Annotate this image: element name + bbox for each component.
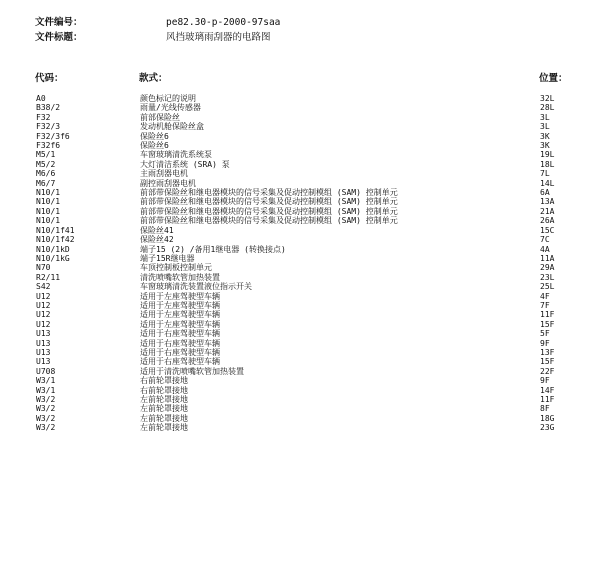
doc-title-label: 文件标题： <box>35 32 83 43</box>
component-description: 保险丝41 <box>140 225 174 235</box>
component-code: N10/1f42 <box>36 235 75 245</box>
table-row <box>0 263 601 272</box>
table-row <box>0 301 601 310</box>
table-row <box>0 226 601 235</box>
table-row <box>0 395 601 404</box>
table-row <box>0 273 601 282</box>
component-code: U13 <box>36 347 51 357</box>
table-row <box>0 348 601 357</box>
component-code: U12 <box>36 300 51 310</box>
component-description: 颜色标记的说明 <box>140 94 196 103</box>
component-description: 右前轮罩接地 <box>140 385 188 395</box>
table-row <box>0 339 601 348</box>
component-description: 发动机舱保险丝盒 <box>140 122 204 132</box>
component-position: 14F <box>540 385 555 395</box>
component-description: 清洗喷嘴软管加热装置 <box>140 272 220 282</box>
table-row <box>0 245 601 254</box>
table-row <box>0 329 601 338</box>
table-row <box>0 367 601 376</box>
table-row <box>0 113 601 122</box>
component-description: 前部带保险丝和继电器模块的信号采集及促动控制模组 (SAM) 控制单元 <box>140 188 398 198</box>
component-position: 13F <box>540 347 555 357</box>
component-description: 适用于右座驾驶型车辆 <box>140 347 220 357</box>
column-header-style: 款式： <box>139 73 168 84</box>
component-position: 14L <box>540 178 555 188</box>
component-position: 23G <box>540 423 555 433</box>
table-row <box>0 310 601 319</box>
component-code: U13 <box>36 338 51 348</box>
component-code: N10/1 <box>36 188 61 198</box>
component-position: 11F <box>540 310 555 320</box>
table-row <box>0 122 601 131</box>
component-position: 18L <box>540 159 555 169</box>
component-position: 23L <box>540 272 555 282</box>
component-position: 11F <box>540 395 555 404</box>
column-header-position: 位置： <box>539 73 568 84</box>
table-row <box>0 235 601 244</box>
component-position: 18G <box>540 413 555 423</box>
component-code: M6/7 <box>36 178 56 188</box>
component-description: 端子15 (2) /备用1继电器 (转换接点) <box>140 244 286 254</box>
component-position: 22F <box>540 366 555 376</box>
component-position: 4F <box>540 291 550 301</box>
component-code: F32f6 <box>36 141 61 151</box>
component-description: 适用于左座驾驶型车辆 <box>140 310 220 320</box>
component-description: 前部带保险丝和继电器模块的信号采集及促动控制模组 (SAM) 控制单元 <box>140 197 398 207</box>
component-position: 3L <box>540 122 550 132</box>
component-description: 车顶控制板控制单元 <box>140 263 212 273</box>
component-code: W3/2 <box>36 413 56 423</box>
component-description: 适用于清洗喷嘴软管加热装置 <box>140 366 244 376</box>
component-code: B38/2 <box>36 103 61 113</box>
column-header-code: 代码： <box>35 73 64 84</box>
component-description: 适用于左座驾驶型车辆 <box>140 291 220 301</box>
table-row <box>0 282 601 291</box>
component-code: W3/2 <box>36 395 56 404</box>
component-description: 车窗玻璃清洗装置液位指示开关 <box>140 282 252 292</box>
table-row <box>0 150 601 159</box>
table-row <box>0 179 601 188</box>
component-code: N10/1 <box>36 216 61 226</box>
component-description: 适用于右座驾驶型车辆 <box>140 338 220 348</box>
component-code: U13 <box>36 329 51 339</box>
component-code: F32 <box>36 112 51 122</box>
component-position: 8F <box>540 404 550 414</box>
component-position: 7C <box>540 235 550 245</box>
component-position: 26A <box>540 216 555 226</box>
component-position: 9F <box>540 338 550 348</box>
component-description: 前部保险丝 <box>140 112 180 122</box>
table-row <box>0 357 601 366</box>
component-position: 29A <box>540 263 555 273</box>
table-row <box>0 254 601 263</box>
component-description: 保险丝42 <box>140 235 174 245</box>
table-row <box>0 207 601 216</box>
component-code: W3/1 <box>36 385 56 395</box>
component-description: 车窗玻璃清洗系统泵 <box>140 150 212 160</box>
component-description: 适用于左座驾驶型车辆 <box>140 319 220 329</box>
component-code: U708 <box>36 366 56 376</box>
component-position: 7F <box>540 300 550 310</box>
component-code: F32/3 <box>36 122 61 132</box>
component-position: 9F <box>540 376 550 386</box>
component-description: 左前轮罩接地 <box>140 413 188 423</box>
table-row <box>0 141 601 150</box>
component-code: W3/1 <box>36 376 56 386</box>
component-position: 5F <box>540 329 550 339</box>
table-row <box>0 423 601 432</box>
component-code: W3/2 <box>36 404 56 414</box>
component-position: 19L <box>540 150 555 160</box>
table-row <box>0 169 601 178</box>
component-position: 6A <box>540 188 550 198</box>
table-row <box>0 386 601 395</box>
table-row <box>0 103 601 112</box>
component-description: 适用于左座驾驶型车辆 <box>140 300 220 310</box>
doc-title-value: 风挡玻璃雨刮器的电路图 <box>166 32 271 43</box>
component-position: 4A <box>540 244 550 254</box>
component-code: N10/1kG <box>36 253 70 263</box>
component-position: 7L <box>540 169 550 179</box>
table-row <box>0 132 601 141</box>
component-code: N10/1 <box>36 197 61 207</box>
component-list <box>0 94 601 433</box>
component-description: 适用于右座驾驶型车辆 <box>140 357 220 367</box>
table-row <box>0 94 601 103</box>
component-description: 大灯清洁系统 (SRA) 泵 <box>140 159 230 169</box>
table-row <box>0 197 601 206</box>
table-row <box>0 376 601 385</box>
component-description: 雨量/光线传感器 <box>140 103 201 113</box>
table-row <box>0 320 601 329</box>
component-position: 15F <box>540 357 555 367</box>
component-code: N10/1f41 <box>36 225 75 235</box>
component-description: 端子15R继电器 <box>140 253 195 263</box>
table-row <box>0 160 601 169</box>
component-position: 15C <box>540 225 555 235</box>
component-code: M5/1 <box>36 150 56 160</box>
component-position: 21A <box>540 206 555 216</box>
component-position: 32L <box>540 94 555 103</box>
component-code: U12 <box>36 310 51 320</box>
component-position: 13A <box>540 197 555 207</box>
component-code: A0 <box>36 94 46 103</box>
component-description: 左前轮罩接地 <box>140 395 188 404</box>
component-description: 保险丝6 <box>140 131 169 141</box>
component-code: W3/2 <box>36 423 56 433</box>
component-description: 副控雨刮器电机 <box>140 178 196 188</box>
component-position: 11A <box>540 253 555 263</box>
component-description: 前部带保险丝和继电器模块的信号采集及促动控制模组 (SAM) 控制单元 <box>140 206 398 216</box>
component-code: N10/1kD <box>36 244 70 254</box>
component-position: 15F <box>540 319 555 329</box>
component-code: M5/2 <box>36 159 56 169</box>
component-position: 3K <box>540 141 550 151</box>
table-row <box>0 216 601 225</box>
component-code: N70 <box>36 263 51 273</box>
component-description: 左前轮罩接地 <box>140 423 188 433</box>
component-position: 25L <box>540 282 555 292</box>
component-code: N10/1 <box>36 206 61 216</box>
component-code: U13 <box>36 357 51 367</box>
doc-number-label: 文件编号： <box>35 17 83 28</box>
component-description: 右前轮罩接地 <box>140 376 188 386</box>
component-description: 左前轮罩接地 <box>140 404 188 414</box>
table-row <box>0 414 601 423</box>
doc-number-value: pe82.30-p-2000-97saa <box>166 17 281 28</box>
component-code: U12 <box>36 319 51 329</box>
component-position: 3L <box>540 112 550 122</box>
component-position: 3K <box>540 131 550 141</box>
component-code: S42 <box>36 282 51 292</box>
component-position: 28L <box>540 103 555 113</box>
component-code: U12 <box>36 291 51 301</box>
component-code: F32/3f6 <box>36 131 70 141</box>
component-code: M6/6 <box>36 169 56 179</box>
component-description: 前部带保险丝和继电器模块的信号采集及促动控制模组 (SAM) 控制单元 <box>140 216 398 226</box>
component-description: 适用于右座驾驶型车辆 <box>140 329 220 339</box>
table-row <box>0 404 601 413</box>
component-description: 保险丝6 <box>140 141 169 151</box>
component-description: 主雨刮器电机 <box>140 169 188 179</box>
component-code: R2/11 <box>36 272 61 282</box>
table-row <box>0 292 601 301</box>
